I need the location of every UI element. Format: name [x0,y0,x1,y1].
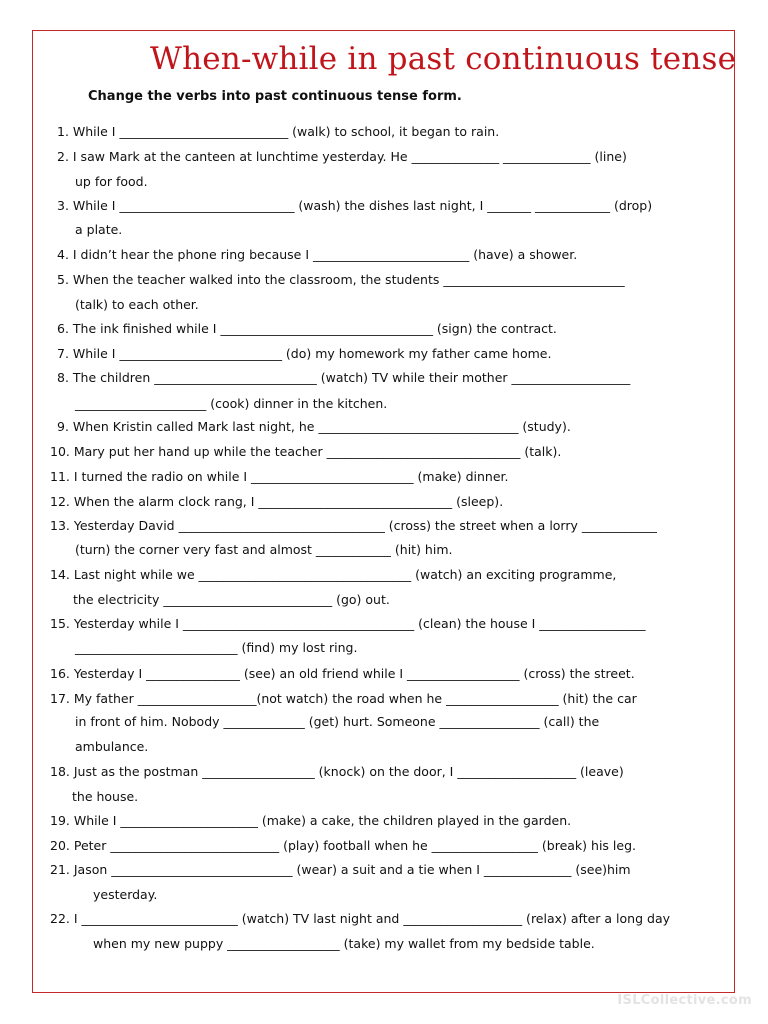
exercise-line-continuation: (talk) to each other. [75,297,199,312]
exercise-line: 20. Peter ___________________________ (play) football when he _________________ (break) his leg. [50,838,636,853]
exercise-line-continuation: __________________________ (find) my lost ring. [75,640,358,655]
exercise-line: 21. Jason _____________________________ (wear) a suit and a tie when I ______________ (see)him [50,862,631,877]
exercise-line-continuation: up for food. [75,174,148,189]
exercise-line: 2. I saw Mark at the canteen at lunchtime yesterday. He ______________ ______________ (line) [57,149,627,164]
exercise-line: 9. When Kristin called Mark last night, he ________________________________ (study). [57,419,571,434]
worksheet-title: When-while in past continuous tense [150,41,737,77]
exercise-line: 22. I _________________________ (watch) TV last night and ___________________ (relax) after a long day [50,911,670,926]
exercise-line: 1. While I ___________________________ (walk) to school, it began to rain. [57,124,500,139]
site-watermark: ISLCollective.com [617,993,752,1008]
exercise-line: 19. While I ______________________ (make) a cake, the children played in the garden. [50,813,572,828]
exercise-line: 11. I turned the radio on while I __________________________ (make) dinner. [50,469,509,484]
exercise-line-continuation: in front of him. Nobody _____________ (get) hurt. Someone ________________ (call) the [75,714,600,729]
exercise-line: 4. I didn’t hear the phone ring because I _________________________ (have) a shower. [57,247,578,262]
exercise-line-continuation: (turn) the corner very fast and almost ____________ (hit) him. [75,542,453,557]
exercise-line: 7. While I __________________________ (do) my homework my father came home. [57,346,552,361]
exercise-line-continuation: when my new puppy __________________ (take) my wallet from my bedside table. [93,936,595,951]
exercise-line-continuation: yesterday. [93,887,158,902]
exercise-line-continuation: the electricity ___________________________ (go) out. [73,592,390,607]
exercise-line-continuation: _____________________ (cook) dinner in the kitchen. [75,396,388,411]
instruction-text: Change the verbs into past continuous tense form. [88,89,462,104]
exercise-line: 5. When the teacher walked into the classroom, the students _____________________________ [57,272,625,287]
exercise-line: 6. The ink finished while I __________________________________ (sign) the contract. [57,321,557,336]
exercise-line: 16. Yesterday I _______________ (see) an old friend while I __________________ (cross) the street. [50,666,635,681]
exercise-line: 14. Last night while we __________________________________ (watch) an exciting programme, [50,567,617,582]
exercise-line: 3. While I ____________________________ (wash) the dishes last night, I _______ ____________ (drop) [57,198,653,213]
exercise-line-continuation: the house. [72,789,139,804]
exercise-line: 15. Yesterday while I _____________________________________ (clean) the house I _________________ [50,616,646,631]
exercise-line: 10. Mary put her hand up while the teacher _______________________________ (talk). [50,444,562,459]
exercise-line: 13. Yesterday David _________________________________ (cross) the street when a lorry ____________ [50,518,657,533]
exercise-line: 8. The children __________________________ (watch) TV while their mother ___________________ [57,370,631,385]
exercise-line: 17. My father ___________________(not watch) the road when he __________________ (hit) the car [50,691,637,706]
exercise-line-continuation: ambulance. [75,739,149,754]
exercise-line: 18. Just as the postman __________________ (knock) on the door, I ___________________ (leave) [50,764,624,779]
exercise-line-continuation: a plate. [75,222,123,237]
exercise-line: 12. When the alarm clock rang, I _______________________________ (sleep). [50,494,504,509]
